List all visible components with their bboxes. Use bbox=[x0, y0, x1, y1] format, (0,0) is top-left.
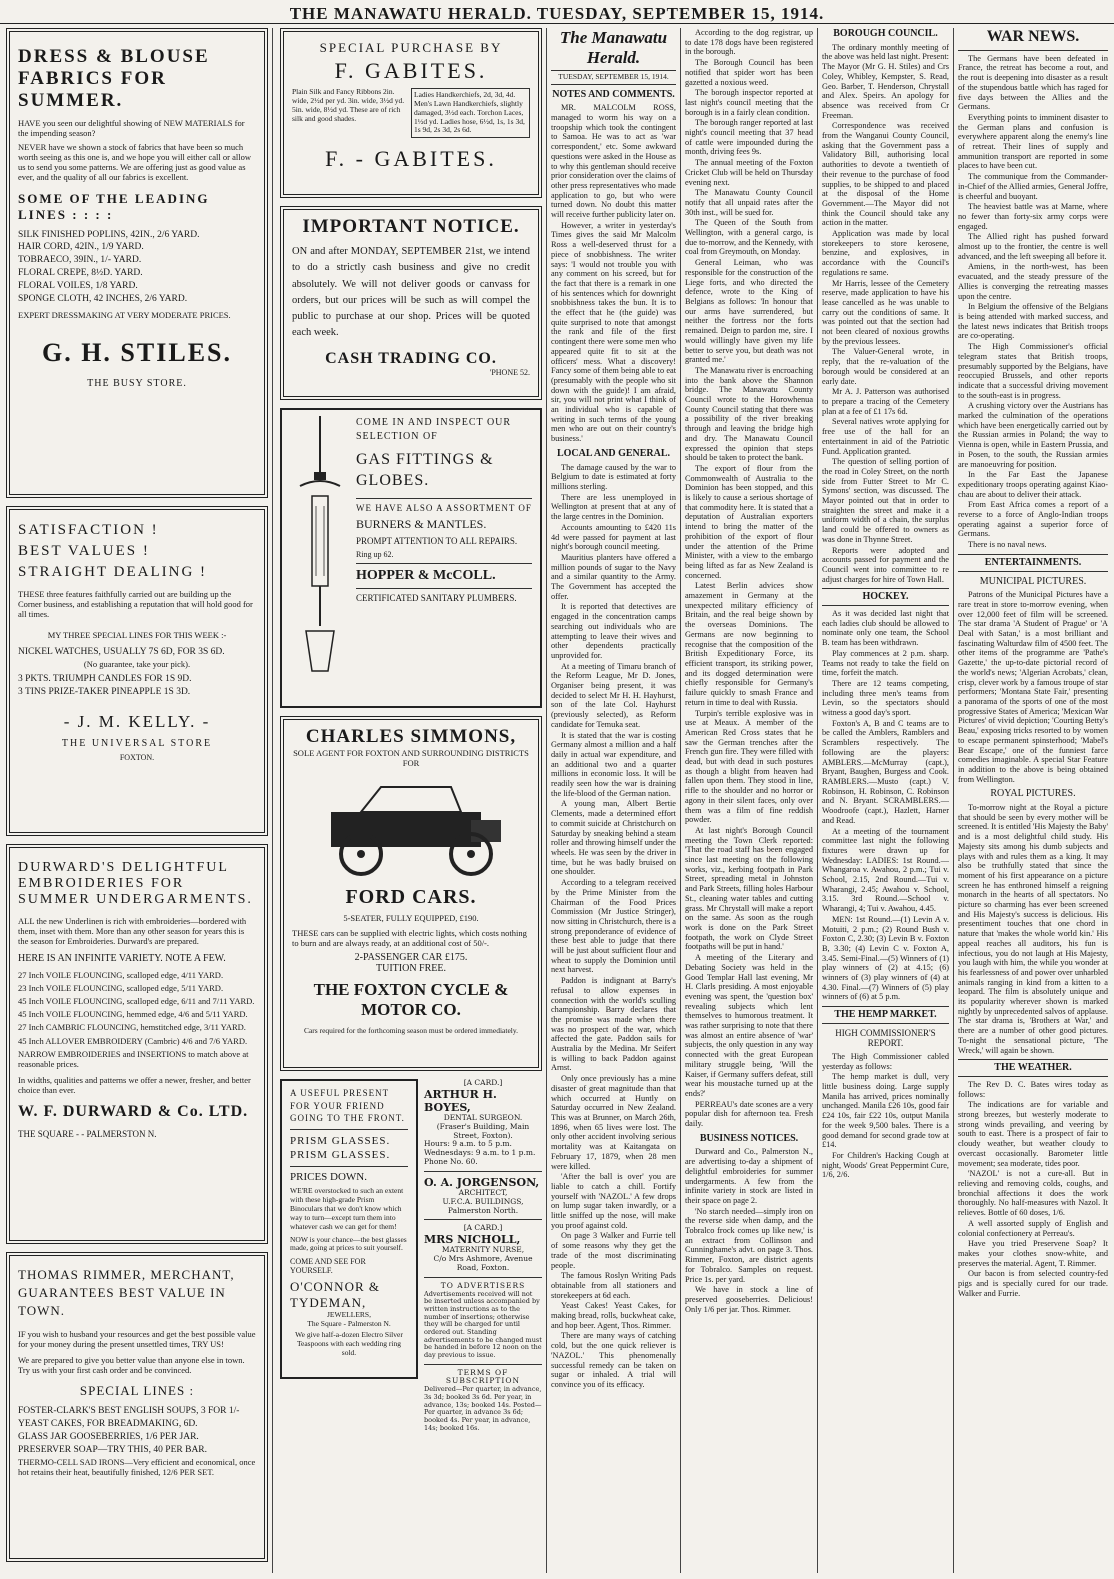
news-paragraph: 'NAZOL' is not a cure-all. But in relieving and removing colds, coughs, and bronchial affections it does the work thoroughly. No half-measures with Nazol. It relieves. Bottle of 60 doses, 1/6. bbox=[958, 1169, 1108, 1218]
news-paragraph: Mr A. J. Patterson was authorised to prepare a tracing of the Cemetery plan at a fee of £1 17s 6d. bbox=[822, 387, 949, 416]
news-paragraph: There are less unemployed in Wellington at present that at any of the large centres in the Dominion. bbox=[551, 492, 676, 522]
column-2-advertisements bbox=[280, 28, 542, 1573]
durward-address: THE SQUARE - - PALMERSTON N. bbox=[18, 1129, 157, 1140]
news-paragraph: The damage caused by the war to Belgium to date is estimated at forty millions sterling. bbox=[551, 462, 676, 491]
news-paragraph: The annual meeting of the Foxton Cricket Club will be held on Thursday evening next. bbox=[685, 158, 813, 187]
entertainments-heading: ENTERTAINMENTS. bbox=[958, 554, 1108, 572]
hopper-name: HOPPER & McCOLL. bbox=[356, 567, 496, 583]
hopper-intro: COME IN AND INSPECT OUR SELECTION OF bbox=[356, 417, 512, 442]
news-paragraph: There are many ways of catching cold, but the one quick reliever is 'NAZOL.' This phenomenally successful remedy can be taken on sugar or inhaled. A trial will convince you of its efficacy. bbox=[551, 1331, 676, 1389]
ford-cars-heading: FORD CARS. bbox=[345, 886, 477, 909]
ford-body: THESE cars can be supplied with electric lights, which costs nothing to burn and are always ready, at an additional cost of 50/-. bbox=[292, 927, 527, 948]
news-paragraph: Durward and Co., Palmerston N., are advertising to-day a shipment of delightful embroideries for summer undergarments. A few from the infinite variety in stock are listed in their space on page 2. bbox=[685, 1147, 813, 1205]
column-1-advertisements bbox=[6, 28, 268, 1573]
news-paragraph: Paddon is indignant at Barry's refusal to allow expenses in connection with the world's sculling championship. Barry declares that the promise was made when there was no prospect of the war, which affected the gate. Paddon sails for Australia by the Medina. Mr Seifert is willing to back Paddon against Arnst. bbox=[551, 976, 676, 1073]
divider bbox=[290, 1166, 408, 1167]
notice-phone: 'PHONE 52. bbox=[489, 367, 530, 377]
news-paragraph: The heaviest battle was at Marne, where no fewer than forty-six army corps were engaged. bbox=[958, 202, 1108, 231]
gabites-footer: F. - GABITES. bbox=[325, 146, 497, 172]
news-paragraph: Our bacon is from selected country-fed pigs and is specially cured for our trade. Walker and Furrie. bbox=[958, 1269, 1108, 1298]
oconnor-present: A USEFUL PRESENT FOR YOUR FRIEND GOING TO THE FRONT. bbox=[290, 1088, 405, 1124]
card-label: [A CARD.] bbox=[463, 1223, 503, 1233]
durward-variety: HERE IS AN INFINITE VARIETY. NOTE A FEW. bbox=[18, 952, 226, 964]
news-paragraph: Turpin's terrible explosive was in use at Meaux. A member of the American Red Cross states that he saw the German trenches after the French gun fire. They were filled with dead, but with dead in such postures as though a blight from heaven had fallen upon them. They stood in line, rifle to the shoulder and no horror or agony in their silent faces, only over them was a film of fine reddish powder. bbox=[685, 708, 813, 825]
column-rule bbox=[272, 28, 273, 1573]
card-label: [A CARD.] bbox=[463, 1078, 503, 1087]
news-paragraph: The question of selling portion of the road in Coley Street, on the north side from Futter Street to Mr C. Symons' section, was discussed. The Mayor pointed out that in order to straighten the street and make it a uniform width of a chain, the surplus land could be offered to owners as was done in Thynne Street. bbox=[822, 457, 949, 544]
hopper-plumbers: CERTIFICATED SANITARY PLUMBERS. bbox=[356, 592, 517, 603]
oconnor-prism: PRISM GLASSES. PRISM GLASSES. bbox=[290, 1134, 391, 1162]
news-paragraph: To-morrow night at the Royal a picture that should be seen by every mother will be screened. It is entitled 'His Majesty the Baby' and is a most delightful child study. His Majesty sits among his dumb subjects and plays with and rules them as a king. It may also be truthfully stated that since the moment of his first appearance on a picture screen he has enthroned himself a reigning monarch in the hearts of all spectators. No picture so charming has ever been screened and His Majesty's success is delicious. His presentiment touches that one chord in nature that 'makes the whole world kin.' His appeal reaches all auditors, his fun is infectious, you do not laugh at His Majesty, you laugh with him, the while you wonder at his fearlessness of and power over unharbled animals ranging in kind from a kitten to a leopard. The film is absolutely unique and its popularity wherever shown is marked nightly by unprecedented salvos of applause. The star drama is, 'Brothers at War,' and there are a number of other good pictures. To-night the sensational picture, 'The Wreck,' will again be shown. bbox=[958, 803, 1108, 1055]
news-paragraph: Reports were adopted and accounts passed for payment and the Council went into committee to re adjust charges for hire of Town Hall. bbox=[822, 545, 949, 584]
kelly-body: THESE three features faithfully carried out are building up the Corner business, and establishing a reputation that will hold good for all times. bbox=[18, 589, 253, 620]
news-paragraph: According to the dog registrar, up to date 178 dogs have been registered in the borough. bbox=[685, 28, 813, 57]
oconnor-trade: JEWELLERS, bbox=[327, 1310, 371, 1320]
news-paragraph: The famous Roslyn Writing Pads obtainable from all stationers and storekeepers at 6d each. bbox=[551, 1271, 676, 1300]
durward-item: 45 Inch VOILE FLOUNCING, scalloped edge, 6/11 and 7/11 YARD. bbox=[18, 995, 255, 1006]
boyes-title: DENTAL SURGEON. bbox=[443, 1112, 523, 1122]
durward-item: 45 Inch VOILE FLOUNCING, hemmed edge, 4/6 and 5/11 YARD. bbox=[18, 1009, 248, 1020]
divider bbox=[356, 588, 532, 589]
durward-advertisement bbox=[6, 844, 268, 1244]
news-paragraph: Mr Harris, lessee of the Cemetery reserve, made application to have his lease cancelled as he was unable to carry out the conditions of same. It was pointed out that the section had not been cleared of noxious growths by the previous lessees. bbox=[822, 278, 949, 346]
column-3-news bbox=[551, 28, 676, 1573]
hopper-burners: BURNERS & MANTLES. bbox=[356, 516, 487, 531]
news-paragraph: PERREAU's date scones are a very popular dish for afternoon tea. Fresh daily. bbox=[685, 1099, 813, 1129]
simmons-ford-advertisement bbox=[280, 716, 542, 1071]
news-paragraph: Only once previously has a mine disaster of great magnitude than that which occurred at Huntly on Saturday occurred in New Zealand. This was at Brunner, on March 26th, 1896, when 65 lives were lost. The only other accident involving serious mortality was at Kaitangata on February 17, 1879, when 28 men were killed. bbox=[551, 1074, 676, 1171]
hopper-mccoll-advertisement bbox=[280, 408, 542, 708]
news-paragraph: Amiens, in the north-west, has been evacuated, and the steady pressure of the Allies is converging the retreating masses upon the centre. bbox=[958, 262, 1108, 301]
news-paragraph: MR. MALCOLM ROSS, managed to worm his way on a troopship which took the contingent to Samoa. He was to act as 'war correspondent,' etc. Some awkward questions were asked in the House as to why this gentleman should receive prior consideration over the claims of other press representatives who made application to go, but who were turned down. No doubt this matter will receive further publicity later on. bbox=[551, 103, 676, 220]
durward-item: 27 Inch CAMBRIC FLOUNCING, hemstitched edge, 3/11 YARD. bbox=[18, 1022, 246, 1033]
news-paragraph: The High Commissioner's official telegram states that British troops, presumably supported by the Belgians, have reoccupied Brussels, and other reports indicate that a successful driving movement to the south-east is in progress. bbox=[958, 342, 1108, 400]
herald-title: The Manawatu Herald. bbox=[551, 28, 676, 71]
hopper-also: WE HAVE ALSO A ASSORTMENT OF bbox=[356, 502, 532, 513]
rimmer-body: IF you wish to husband your resources and get the best possible value for your money during the present unsettled times, TRY US! bbox=[18, 1328, 256, 1349]
ford-car-illustration bbox=[292, 772, 530, 882]
nicholl-title: MATERNITY NURSE, bbox=[441, 1245, 525, 1255]
stiles-dressmaking: EXPERT DRESSMAKING AT VERY MODERATE PRICES. bbox=[18, 309, 231, 320]
durward-item: 45 Inch ALLOVER EMBROIDERY (Cambric) 4/6 and 7/6 YARD. bbox=[18, 1035, 248, 1046]
news-paragraph: At a meeting of the tournament committee last night the following fixtures were drawn up for Wednesday: LADIES: 1st Round.—Whangaroa v. Awahou, 2 p.m.; Tui v. School, 2.15, 2nd Round.—Tui v. Wharangi, 2.45; Awahou v. School, 3.15. 3rd Round.—School v. Wharangi, 4; Tui v. Awahou, 4.45. bbox=[822, 826, 949, 914]
kelly-specials-heading: MY THREE SPECIAL LINES FOR THIS WEEK :- bbox=[47, 629, 227, 640]
column-rule bbox=[953, 28, 954, 1573]
divider bbox=[424, 1364, 542, 1365]
oconnor-name: O'CONNOR & TYDEMAN, bbox=[290, 1279, 380, 1311]
column-5-news bbox=[822, 28, 949, 1573]
hockey-heading: HOCKEY. bbox=[822, 588, 949, 606]
stiles-title: DRESS & BLOUSE FABRICS FOR SUMMER. bbox=[18, 46, 210, 111]
news-paragraph: A well assorted supply of English and colonial confectionery at Perreau's. bbox=[958, 1218, 1108, 1238]
column-rule bbox=[680, 28, 681, 1573]
news-paragraph: The indications are for variable and strong breezes, but westerly moderate to strong winds prevailing, and veering by south to east. There is a prospect of fair to cloudy weather, but weather cloudy to overcast occasionally. Barometer little movement; sea moderate, tides poor. bbox=[958, 1100, 1108, 1168]
stiles-tagline: THE BUSY STORE. bbox=[87, 377, 187, 389]
kelly-line-item: 3 TINS PRIZE-TAKER PINEAPPLE 1S 3D. bbox=[18, 686, 191, 697]
divider bbox=[424, 1277, 542, 1278]
news-paragraph: A young man, Albert Bertie Clements, made a determined effort to commit suicide at Christchurch on Saturday by sneaking behind a steam roller and throwing himself under the wheels. He was seen by the driver in time, but he was badly bruised on one shoulder. bbox=[551, 799, 676, 877]
news-paragraph: Mauritius planters have offered a million pounds of sugar to the Navy and a similar quantity to the Army. The Government has accepted the offer. bbox=[551, 552, 676, 601]
oconnor-body: WE'RE overstocked to such an extent with these high-grade Prism Binoculars that we don't know which way to turn—except turn them into whatever cash we can get for them! bbox=[290, 1186, 404, 1231]
rimmer-item: GLASS JAR GOOSEBERRIES, 1/6 PER JAR. bbox=[18, 1431, 199, 1442]
news-paragraph: The Rev D. C. Bates wires today as follows: bbox=[958, 1079, 1108, 1099]
stiles-line-item: TOBRAECO, 39IN., 1/- YARD. bbox=[18, 255, 142, 266]
royal-pictures-heading: ROYAL PICTURES. bbox=[990, 788, 1076, 800]
news-paragraph: The Queen of the South from Wellington, with a general cargo, is due to-morrow, and the Kennedy, with coal from Greymouth, on Monday. bbox=[685, 218, 813, 257]
rimmer-body-2: We are prepared to give you better value than anyone else in town. Try us with your first cash order and be convinced. bbox=[18, 1354, 245, 1376]
news-paragraph: The borough inspector reported at last night's council meeting that the borough is in a fairly clean condition. bbox=[685, 88, 813, 117]
kelly-heading-1: SATISFACTION ! bbox=[18, 522, 159, 538]
divider bbox=[290, 1129, 408, 1130]
news-paragraph: Application was made by local storekeepers to store kerosene, benzine, and explosives, in accordance with the Council's regulations re same. bbox=[822, 229, 949, 277]
business-notices-heading: BUSINESS NOTICES. bbox=[699, 1132, 799, 1144]
notice-name: CASH TRADING CO. bbox=[325, 349, 497, 367]
news-paragraph: The hemp market is dull, very little business doing. Large supply Manila has arrived, prices nominally unchanged. Manila £26 10s, good fair £24 10s, fair £22 10s, output Manila for the week 9,500 bales. There is a good demand for second grade tow at £14. bbox=[822, 1072, 949, 1150]
news-paragraph: The Borough Council has been notified that spider wort has been gazetted a noxious weed. bbox=[685, 58, 813, 87]
news-paragraph: General Leiman, who was responsible for the construction of the Liege forts, and who directed the defence, wrote to the King of Belgians as follows: 'In honour that our arms have surrendered, but neither the fortress nor the forts remained. Deign to pardon me, sire. I would willingly have given my life better to serve you, but death was not granted me.' bbox=[685, 258, 813, 365]
oconnor-come: COME AND SEE FOR YOURSELF. bbox=[290, 1257, 366, 1276]
municipal-pictures-heading: MUNICIPAL PICTURES. bbox=[979, 575, 1087, 587]
hopper-gas-fittings: GAS FITTINGS & GLOBES. bbox=[356, 451, 494, 489]
notes-heading: NOTES AND COMMENTS. bbox=[552, 88, 675, 100]
kelly-line-item: NICKEL WATCHES, USUALLY 7S 6D, FOR 3S 6D. bbox=[18, 646, 225, 657]
column-6-news bbox=[958, 28, 1108, 1573]
rimmer-advertisement bbox=[6, 1252, 268, 1562]
news-paragraph: In Belgium the offensive of the Belgians is being attended with marked success, and the latest news indicates that British troops are co-operating. bbox=[958, 302, 1108, 341]
news-paragraph: Correspondence was received from the Wanganui County Council, asking that the Government pass a Validatory Bill, authorising local authorities to devote a twentieth of their revenue to the purchase of food supplies, to be shipped to and placed at the disposal of the Home Government.—The Mayor did not think the Council should take any action in the matter. bbox=[822, 121, 949, 228]
news-paragraph: 'No starch needed—simply iron on the reverse side when damp, and the Tobralco frock comes up like new,' is an extract from Collinson and Cunninghame's advt. on page 3. Thos. Rimmer, Foxton, are district agents for Tobralco. Samples on request. Price 1s. per yard. bbox=[685, 1206, 813, 1284]
kelly-town: FOXTON. bbox=[119, 753, 155, 763]
masthead: THE MANAWATU HERALD. TUESDAY, SEPTEMBER 15, 1914. bbox=[0, 0, 1114, 24]
rimmer-item: PRESERVER SOAP—TRY THIS, 40 PER BAR. bbox=[18, 1444, 208, 1455]
news-paragraph: The borough ranger reported at last night's council meeting that 37 head of cattle were impounded during the month, driving fees 9s. bbox=[685, 118, 813, 157]
ford-two-passenger: 2-PASSENGER CAR £175. bbox=[354, 951, 468, 963]
news-paragraph: The export of flour from the Commonwealth of Australia to the Dominion has been stopped, and this is likely to cause a serious shortage of that commodity here. It is stated that a deputation of Australian exporters intend to bring the matter of the prohibition of the export of flour under the attention of the Prime Minister, with a view to the embargo being lifted as far as New Zealand is concerned. bbox=[685, 463, 813, 580]
news-paragraph: As it was decided last night that each ladies club should be allowed to nominate only one team, the School B. team has been withdrawn. bbox=[822, 609, 949, 648]
advertisers-body: Advertisements received will not be inserted unless accompanied by written instructions as to the number of insertions; otherwise they will be charged for until ordered out. Standing advertisements to be changed must be handed in before 12 noon on the day previous to issue. bbox=[424, 1289, 542, 1359]
rimmer-item: FOSTER-CLARK'S BEST ENGLISH SOUPS, 3 FOR 1/- bbox=[18, 1406, 240, 1417]
gas-lamp-illustration bbox=[290, 416, 350, 686]
stiles-lines-heading: SOME OF THE LEADING LINES : : : : bbox=[18, 190, 210, 222]
news-paragraph: Accounts amounting to £420 11s 4d were passed for payment at last night's borough council meeting. bbox=[551, 522, 676, 552]
durward-name: W. F. DURWARD & Co. LTD. bbox=[18, 1103, 249, 1121]
rimmer-item: YEAST CAKES, FOR BREADMAKING, 6D. bbox=[18, 1419, 198, 1430]
subscription-body: Delivered—Per quarter, in advance, 3s 3d; booked 3s 6d. Per year, in advance, 13s; booked 14s. Posted—Per quarter, in advance 3s 6d; booked 4s. Per year, in advance, 14s; booked 16s. bbox=[424, 1385, 542, 1432]
divider bbox=[424, 1171, 542, 1172]
durward-item: NARROW EMBROIDERIES and INSERTIONS to match above at reasonable prices. bbox=[18, 1048, 249, 1069]
borough-council-heading: BOROUGH COUNCIL. bbox=[833, 28, 938, 39]
news-paragraph: The Manawatu County Council notify that all unpaid rates after the 30th inst., will be sued for. bbox=[685, 188, 813, 217]
news-paragraph: It is reported that detectives are engaged in the concentration camps searching out individuals who are attempting to leave their wives and other dependents practically unprovided for. bbox=[551, 602, 676, 660]
news-paragraph: MEN: 1st Round.—(1) Levin A v. Motuiti, 2 p.m.; (2) Round Bush v. Foxton C, 2.30; (3) Levin B v. Foxton B, 3.30; (4) Levin C v. Foxton A, 3.45. Semi-Final.—(5) Winners of (1) play winners of (2) at 4.15; (6) winners of (3) play winners of (4) at 4.30. Final.—(7) Winners of (5) play winners of (6) at 5 p.m. bbox=[822, 914, 949, 1002]
gabites-details bbox=[292, 88, 530, 138]
divider bbox=[424, 1219, 542, 1220]
war-news-heading: WAR NEWS. bbox=[958, 28, 1108, 51]
simmons-name: CHARLES SIMMONS, bbox=[305, 726, 517, 747]
news-paragraph: Play commences at 2 p.m. sharp. Teams not ready to take the field on time, forfeit the match. bbox=[822, 648, 949, 678]
jorgenson-title: ARCHITECT, bbox=[458, 1187, 508, 1197]
boyes-hours: Hours: 9 a.m. to 5 p.m. Wednesdays: 9 a.m. to 1 p.m. Phone No. 60. bbox=[424, 1139, 536, 1167]
news-paragraph: The Germans have been defeated in France, the retreat has become a rout, and the rout is deepening into disaster as a result of the stupendous battle which has raged for five days between the Allies and the Germans. bbox=[958, 53, 1108, 112]
local-general-heading: LOCAL AND GENERAL. bbox=[556, 447, 671, 459]
gabites-name: F. GABITES. bbox=[334, 58, 488, 83]
car-icon bbox=[301, 772, 521, 882]
notice-body: ON and after MONDAY, SEPTEMBER 21st, we intend to do a strictly cash business and give no credit absolutely. We will not deliver goods or canvass for orders, but our prices will be such as will compel the public to purchase at our shop. Prices will be quoted each week. bbox=[292, 246, 530, 339]
oconnor-prices-down: PRICES DOWN. bbox=[290, 1171, 368, 1184]
durward-item: 23 Inch VOILE FLOUNCING, scalloped edge, 5/11 YARD. bbox=[18, 982, 224, 993]
stiles-line-item: HAIR CORD, 42IN., 1/9 YARD. bbox=[18, 242, 144, 253]
herald-date: TUESDAY, SEPTEMBER 15, 1914. bbox=[551, 73, 676, 85]
news-paragraph: The Valuer-General wrote, in reply, that the re-valuation of the borough would be considered at an early date. bbox=[822, 347, 949, 386]
news-paragraph: We have in stock a line of preserved gooseberries. Delicious! Only 1/6 per jar. Thos. Rimmer. bbox=[685, 1285, 813, 1314]
news-paragraph: For Children's Hacking Cough at night, Woods' Great Peppermint Cure, 1/6, 2/6. bbox=[822, 1150, 949, 1180]
stiles-line-item: FLORAL VOILES, 1/8 YARD. bbox=[18, 280, 138, 291]
oconnor-now: NOW is your chance—the best glasses made, going at prices to suit yourself. bbox=[290, 1234, 407, 1253]
ford-order-notice: Cars required for the forthcoming season must be ordered immediately. bbox=[303, 1025, 519, 1035]
news-paragraph: Latest Berlin advices show amazement in Germany at the unexpected military efficiency of Britain, and the real beige shown by the overseas Dominions. The Germans are now beginning to recognise that the composition of the British Expeditionary Force, its efficient transport, its striking power, and its dogged determination were chiefly responsible for Germany's failure quickly to smash France and return in time to deal with Russia. bbox=[685, 581, 813, 707]
durward-title: DURWARD'S DELIGHTFUL EMBROIDERIES FOR SUMMER UNDERGARMENTS. bbox=[18, 860, 253, 907]
news-paragraph: The communique from the Commander-in-Chief of the Allied armies, General Joffre, is cheerful and buoyant. bbox=[958, 172, 1108, 201]
durward-body: ALL the new Underlinen is rich with embroideries—bordered with them, inset with them. More than any other season for years this is the season for Embroideries. Durward's are prepared. bbox=[18, 916, 247, 947]
stiles-body: NEVER have we shown a stock of fabrics that have been so much worth seeing as this one is, and we hope you will either call or allow us to send you some patterns. We are offering just as good value as ever, and the quality of all our fabrics is excellent. bbox=[18, 141, 251, 183]
stiles-intro: HAVE you seen our delightful showing of NEW MATERIALS for the impending season? bbox=[18, 117, 245, 138]
news-paragraph: The Manawatu river is encroaching into the bank above the Shannon bridge. The Manawatu County Council wrote to the Horowhenua County Council stating that there was a possibility of the river breaking through and leaving the bridge high and dry. The Manawatu Council expressed the opinion that steps should be taken to protect the bank. bbox=[685, 365, 813, 463]
news-paragraph: At last night's Borough Council meeting the Town Clerk reported: 'That the road staff has been engaged since last meeting on the following works, viz., kerbing footpath in Park Street, spreading metal in Johnston and Park Streets, filling holes Harbour St., cleaning water tables and cutting grass. Mr Chrystall will make a report on the same. As soon as the rough work is done on the Park Street footpath, the work on Clyde Street footpaths will be put in hand.' bbox=[685, 825, 813, 952]
ford-tuition: TUITION FREE. bbox=[376, 962, 446, 974]
stiles-line-item: SILK FINISHED POPLINS, 42IN., 2/6 YARD. bbox=[18, 229, 200, 240]
jorgenson-address: U.F.C.A. BUILDINGS, Palmerston North. bbox=[442, 1196, 524, 1215]
boyes-name: ARTHUR H. BOYES, bbox=[424, 1087, 497, 1114]
news-paragraph: Everything points to imminent disaster to the German plans and confusion is everywhere apparent along the enemy's line of retreat. Their lines of supply and ammunition transport are reported in some places to have been cut. bbox=[958, 112, 1108, 171]
jorgenson-name: O. A. JORGENSON, bbox=[424, 1175, 540, 1189]
news-paragraph: Several natives wrote applying for free use of the hall for an entertainment in aid of the Patriotic Fund. Application granted. bbox=[822, 417, 949, 456]
hemp-subheading: HIGH COMMISSIONER'S REPORT. bbox=[835, 1027, 936, 1049]
hopper-prompt: PROMPT ATTENTION TO ALL REPAIRS. bbox=[356, 535, 518, 546]
news-paragraph: A meeting of the Literary and Debating Society was held in the Good Templar Hall last evening, Mr H. Clarls presiding. A most enjoyable evening was spent, the 'question box' revealing subjects which lent themselves to humorous treatment. It was rather surprising to note that there was almost an entire absence of 'war' subjects, the only question in any way connected with the great European military struggle being, 'Will the Kaiser, if Germany suffers defeat, still wear his moustache turned up at the ends?' bbox=[685, 953, 813, 1098]
gabites-advertisement bbox=[280, 28, 542, 198]
column-2-lower-row bbox=[280, 1079, 542, 1432]
column-rule bbox=[817, 28, 818, 1573]
kelly-store: THE UNIVERSAL STORE bbox=[61, 738, 213, 750]
gabites-heading: SPECIAL PURCHASE BY bbox=[319, 40, 503, 55]
news-paragraph: There is no naval news. bbox=[968, 540, 1047, 550]
subscription-heading: TERMS OF SUBSCRIPTION bbox=[445, 1367, 521, 1386]
stiles-line-item: FLORAL CREPE, 8½D. YARD. bbox=[18, 268, 143, 279]
rimmer-special-heading: SPECIAL LINES : bbox=[79, 1383, 195, 1399]
oconnor-address: The Square - Palmerston N. bbox=[307, 1319, 391, 1329]
news-paragraph: From East Africa comes a report of a reverse to a force of Anglo-Indian troops operating against a superior force of Germans. bbox=[958, 500, 1108, 539]
news-paragraph: However, a writer in yesterday's Times gives the said Mr Malcolm Ross a well-deserved thrust for a piece of snobbishness. The writer says: 'I would not trouble you with any comment on his screed, but for the fact that there is a remark in one of his sentences which for downright snobbishness takes the bun. It is to the effect that he (the guide) was quite surprised to note that amongst the rank and file of the first contingent there were some men who appeared quite fit to sit at the officers' mess. What a discovery! Fancy some of them being able to eat (presumably with the people who sit down with the guide)! I am afraid, sir, you will not print what I think of an individual who is capable of writing in such terms of the young men who are out on their country's business.' bbox=[551, 220, 676, 444]
news-paragraph: A crushing victory over the Austrians has marked the culmination of the operations which have been energetically carried out by the Russian armies in Poland; the way to Vienna is open, while in Eastern Prussia, and in Posen, to the south, the Russian armies are manoeuvring for position. bbox=[958, 401, 1108, 469]
stiles-line-item: SPONGE CLOTH, 42 INCHES, 2/6 YARD. bbox=[18, 293, 188, 304]
news-paragraph: Yeast Cakes! Yeast Cakes, for making bread, rolls, buckwheat cake, and hop beer. Agent, Thos. Rimmer. bbox=[551, 1301, 676, 1330]
simmons-agent: SOLE AGENT FOR FOXTON AND SURROUNDING DISTRICTS FOR bbox=[293, 748, 529, 769]
rimmer-item: THERMO-CELL SAD IRONS—Very efficient and economical, once hot retains their heat, beautifully finished, 12/6 PER SET. bbox=[18, 1456, 256, 1477]
kelly-heading-2: BEST VALUES ! bbox=[18, 543, 150, 559]
durward-item: 27 Inch VOILE FLOUNCING, scalloped edge, 4/11 YARD. bbox=[18, 969, 224, 980]
news-paragraph: The Allied right has pushed forward almost up to the frontier, the centre is well advanced, and the left sweeping all before it. bbox=[958, 232, 1108, 261]
column-rule bbox=[546, 28, 547, 1573]
news-paragraph: The ordinary monthly meeting of the above was held last night. Present: The Mayor (Mr G. H. Stiles) and Crs Coley, Whibley, Kempster, S. Read, Geo. Barber, T. Henderson, Chrystall and Alex. Speirs. An apology for absence was received from Cr Freeman. bbox=[822, 42, 949, 120]
news-paragraph: There are 12 teams competing, including three men's teams from Levin, so the spectators should witness a good day's sport. bbox=[822, 678, 949, 718]
kelly-heading-3: STRAIGHT DEALING ! bbox=[18, 564, 208, 580]
stiles-advertisement bbox=[6, 28, 268, 498]
column-4-news bbox=[685, 28, 813, 1573]
news-paragraph: At a meeting of Timaru branch of the Reform League, Mr D. Jones, Organiser being present, it was decided to select Mr H. H. Hayhurst, son of the late Col. Hayhurst (previously selected), as Reform candidate for Temuka seat. bbox=[551, 661, 676, 729]
ford-seater-price: 5-SEATER, FULLY EQUIPPED, £190. bbox=[343, 913, 479, 924]
news-paragraph: On page 3 Walker and Furrie tell of some reasons why they get the trade of the most discriminating people. bbox=[551, 1231, 676, 1270]
oconnor-gift: We give half-a-dozen Electro Silver Teaspoons with each wedding ring sold. bbox=[295, 1329, 403, 1357]
oconnor-tydeman-advertisement bbox=[280, 1079, 418, 1379]
notice-title: IMPORTANT NOTICE. bbox=[302, 216, 520, 237]
news-paragraph: It is stated that the war is costing Germany almost a million and a half daily in actual war expenditure, and an additional two and a quarter millions in economic loss. It will be readily seen how the war is draining the life-blood of the German nation. bbox=[551, 730, 676, 798]
news-paragraph: The High Commissioner cabled yesterday as follows: bbox=[822, 1051, 949, 1071]
weather-heading: THE WEATHER. bbox=[958, 1059, 1108, 1077]
divider bbox=[356, 563, 532, 564]
news-paragraph: Foxton's A, B and C teams are to be called the Amblers, Ramblers and Scramblers respectively. The following are the players: AMBLERS.—McMurray (capt.), Bryant, Baughen, Burgess and Cook. RAMBLERS.—Musto (capt.) V. Robinson, H. Robinson, C. Robinson and N. Bryant. SCRAMBLERS.—Woodroofe (capt.), Hazlett, Harner and Read. bbox=[822, 718, 949, 825]
news-paragraph: 'After the ball is over' you are liable to catch a chill. Fortify yourself with 'NAZOL.' A few drops on lump sugar taken inwardly, or a little sniffed up the nose, will make you proof against cold. bbox=[551, 1172, 676, 1230]
divider bbox=[356, 498, 532, 499]
professional-cards bbox=[424, 1079, 542, 1432]
gabites-ribbons: Plain Silk and Fancy Ribbons 2in. wide, 2½d per yd. 3in. wide, 3½d yd. 5in. wide, 8½d yd. These are of rich silk and good shades. bbox=[292, 87, 405, 123]
nicholl-address: C/o Mrs Ashmore, Avenue Road, Foxton. bbox=[433, 1254, 533, 1272]
boyes-address: (Fraser's Building, Main Street, Foxton). bbox=[436, 1121, 530, 1140]
kelly-name: - J. M. KELLY. - bbox=[63, 712, 211, 732]
kelly-advertisement bbox=[6, 506, 268, 836]
news-paragraph: Patrons of the Municipal Pictures have a rare treat in store to-morrow evening, when over 12,000 feet of film will be screened. The star drama 'A Student of Prague' or 'A Deal with Satan,' is a most brilliant and fascinating Walturdaw film of 4500 feet. The other items of the programme are 'Pathe's Gazette,' the up-to-date pictorial record of the world's news; 'Algerian Acrobats,' clean, crisp, clever work by a famous troupe of star performers; 'Montana State Fair,' presenting a panorama of the sports of one of the most progressive States of America; 'Mexican War Pictures' of vivid depiction; 'Courting Betty's Beau,' exposing tricks resorted to by women to escape permanent spinsterhood; 'Mabel's Bear Escape,' one of the funniest farce comedies imaginable. A special Star Feature in addition to the above is being obtained from Wellington. bbox=[958, 590, 1108, 784]
nicholl-name: MRS NICHOLL, bbox=[424, 1233, 521, 1247]
hopper-text bbox=[356, 416, 532, 700]
cash-trading-notice bbox=[280, 206, 542, 400]
foxton-cycle-motor-co: THE FOXTON CYCLE & MOTOR CO. bbox=[313, 979, 509, 1020]
kelly-line-item: 3 PKTS. TRIUMPH CANDLES FOR 1S 9D. bbox=[18, 673, 192, 684]
news-paragraph: According to a telegram received by the Prime Minister from the Chairman of the Food Prices Commission (Mr Justice Stringer), now sitting in Christchurch, there is a strong preponderance of evidence of these best able to judge that there will be just about sufficient flour and wheat to supply the Dominion until next harvest. bbox=[551, 878, 676, 975]
rimmer-title: THOMAS RIMMER, MERCHANT, GUARANTEES BEST VALUE IN TOWN. bbox=[18, 1267, 235, 1319]
hopper-ring: Ring up 62. bbox=[356, 549, 394, 559]
news-paragraph: In the Far East the Japanese expeditionary troops operating against Kiao-chau are about to deliver their attack. bbox=[958, 470, 1108, 499]
hemp-market-heading: THE HEMP MARKET. bbox=[822, 1006, 949, 1024]
news-paragraph: Have you tried Preservene Soap? It makes your clothes snow-white, and preserves the material. Agent, T. Rimmer. bbox=[958, 1239, 1108, 1268]
kelly-guarantee: (No guarantee, take your pick). bbox=[83, 658, 191, 669]
durward-widths: In widths, qualities and patterns we offer a newer, fresher, and better choice than ever. bbox=[18, 1075, 251, 1096]
advertisers-heading: TO ADVERTISERS bbox=[440, 1280, 526, 1290]
gabites-handkerchiefs: Ladies Handkerchiefs, 2d, 3d, 4d. Men's Lawn Handkerchiefs, slightly damaged, 3½d each. Torchon Laces, 1½d yd. Ladies hose, 6½d, 1s, 1s 3d, 1s 9d, 2s 3d, 2s 6d. bbox=[411, 88, 530, 138]
stiles-name: G. H. STILES. bbox=[41, 337, 232, 367]
